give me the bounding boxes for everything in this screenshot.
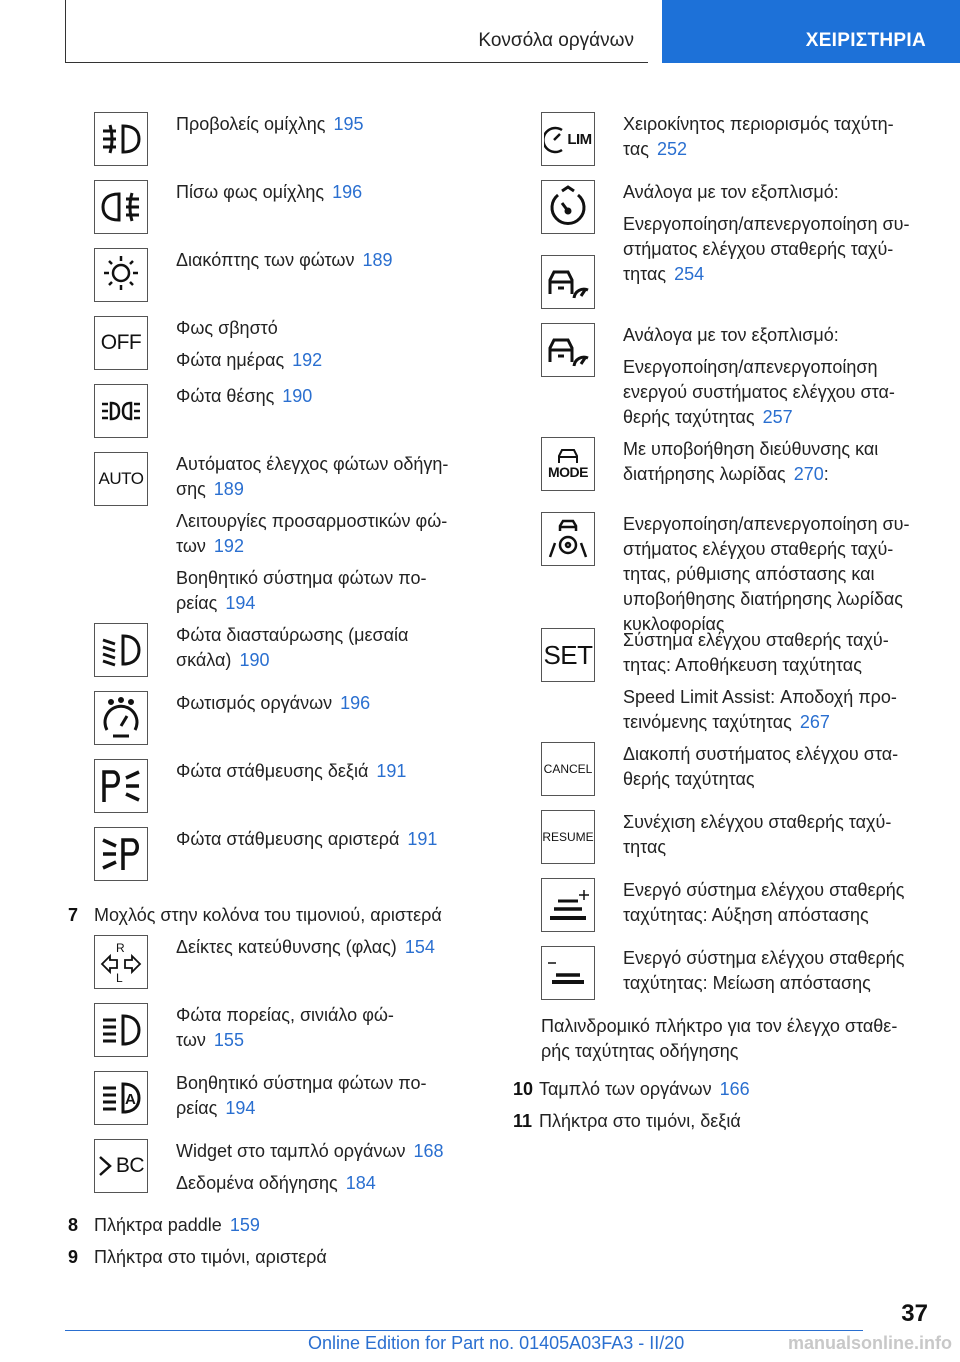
entry-text: Φως σβηστό bbox=[176, 318, 278, 338]
page-link[interactable]: 254 bbox=[674, 264, 705, 284]
auto-icon: AUTO bbox=[94, 452, 148, 506]
entry-text: Speed Limit Assist: Αποδοχή προ- bbox=[623, 687, 897, 707]
item-text: Πλήκτρα στο τιμόνι, δεξιά bbox=[539, 1111, 741, 1131]
entry-text: Ενεργοποίηση/απενεργοποίηση συ- bbox=[623, 214, 910, 234]
entry-text: ταχύτητας: Μείωση απόστασης bbox=[623, 973, 871, 993]
item-text: Πλήκτρα στο τιμόνι, αριστερά bbox=[94, 1247, 327, 1267]
page-link[interactable]: 191 bbox=[407, 829, 438, 849]
page-link[interactable]: 195 bbox=[333, 114, 364, 134]
entry-text: Φωτισμός οργάνων bbox=[176, 693, 333, 713]
page-link[interactable]: 184 bbox=[345, 1173, 376, 1193]
page-link[interactable]: 166 bbox=[719, 1079, 750, 1099]
paragraph-text: Παλινδρομικό πλήκτρο για τον έλεγχο σταθε- bbox=[541, 1016, 898, 1036]
cancel-icon: CANCEL bbox=[541, 742, 595, 796]
page-link[interactable]: 194 bbox=[225, 593, 256, 613]
entry-text: Ενεργό σύστημα ελέγχου σταθερής bbox=[623, 948, 905, 968]
entry-text: τας bbox=[623, 139, 649, 159]
footer-brand[interactable]: manualsonline.info bbox=[787, 1333, 952, 1353]
entry-text: ταχύτητας: Αύξηση απόστασης bbox=[623, 905, 869, 925]
item-text: Πλήκτρα paddle bbox=[94, 1215, 222, 1235]
page-link[interactable]: 192 bbox=[292, 350, 323, 370]
entry-text: Διακόπτης των φώτων bbox=[176, 250, 355, 270]
item-text: Ταμπλό των οργάνων bbox=[539, 1079, 712, 1099]
turn-signal-icon bbox=[94, 935, 148, 989]
entry-text: Δείκτες κατεύθυνσης (φλας) bbox=[176, 937, 397, 957]
page-link[interactable]: 196 bbox=[340, 693, 371, 713]
entry-text: ρείας bbox=[176, 593, 218, 613]
page-link[interactable]: 155 bbox=[213, 1030, 244, 1050]
rear-fog-light-icon bbox=[94, 180, 148, 234]
entry-text: Φώτα στάθμευσης αριστερά bbox=[176, 829, 400, 849]
off-icon: OFF bbox=[94, 316, 148, 370]
entry-text: Πίσω φως ομίχλης bbox=[176, 182, 325, 202]
chapter-title: ΧΕΙΡΙΣΤΗΡΙΑ bbox=[805, 30, 926, 51]
entry-text: Φώτα διασταύρωσης (μεσαία bbox=[176, 625, 409, 645]
page-link[interactable]: 190 bbox=[239, 650, 270, 670]
distance-decrease-icon bbox=[541, 946, 595, 1000]
item-number: 11 bbox=[513, 1111, 533, 1131]
svg-text:A: A bbox=[125, 1091, 136, 1108]
entry-text: Δεδομένα οδήγησης bbox=[176, 1173, 338, 1193]
entry-text: Αυτόματος έλεγχος φώτων οδήγη- bbox=[176, 454, 449, 474]
parking-light-left-icon bbox=[94, 827, 148, 881]
page-link[interactable]: 189 bbox=[362, 250, 393, 270]
entry-text: Προβολείς ομίχλης bbox=[176, 114, 326, 134]
entry-text: Συνέχιση ελέγχου σταθερής ταχύ- bbox=[623, 812, 892, 832]
page-link[interactable]: 194 bbox=[225, 1098, 256, 1118]
entry-text: θερής ταχύτητας bbox=[623, 769, 755, 789]
page-link[interactable]: 252 bbox=[656, 139, 687, 159]
page-number: 37 bbox=[901, 1300, 928, 1327]
entry-text: Ενεργοποίηση/απενεργοποίηση συ- bbox=[623, 514, 910, 534]
entry-text: Λειτουργίες προσαρμοστικών φώ- bbox=[176, 511, 448, 531]
speed-limiter-icon: LIM bbox=[541, 112, 595, 166]
entry-text: Widget στο ταμπλό οργάνων bbox=[176, 1141, 406, 1161]
section-title: Κονσόλα οργάνων bbox=[478, 30, 634, 51]
bc-icon: BC bbox=[94, 1139, 148, 1193]
steering-assistant-icon bbox=[541, 512, 595, 566]
entry-text: τητας: Αποθήκευση ταχύτητας bbox=[623, 655, 862, 675]
entry-text: τεινόμενης ταχύτητας bbox=[623, 712, 792, 732]
page-link[interactable]: 192 bbox=[213, 536, 244, 556]
entry-text: Διακοπή συστήματος ελέγχου στα- bbox=[623, 744, 899, 764]
low-beam-icon bbox=[94, 623, 148, 677]
page-link[interactable]: 168 bbox=[413, 1141, 444, 1161]
distance-increase-icon bbox=[541, 878, 595, 932]
resume-icon: RESUME bbox=[541, 810, 595, 864]
svg-text:R: R bbox=[116, 941, 125, 955]
entry-text: διατήρησης λωρίδας bbox=[623, 464, 786, 484]
item-number: 10 bbox=[513, 1079, 534, 1099]
entry-text: σκάλα) bbox=[176, 650, 232, 670]
page-link[interactable]: 196 bbox=[332, 182, 363, 202]
header-chapter[interactable] bbox=[662, 0, 960, 63]
item-number: 8 bbox=[68, 1215, 79, 1235]
item-text: Μοχλός στην κολόνα του τιμονιού, αριστερά bbox=[94, 905, 442, 925]
page-link[interactable]: 154 bbox=[404, 937, 435, 957]
entry-text: Βοηθητικό σύστημα φώτων πο- bbox=[176, 1073, 427, 1093]
high-beam-icon bbox=[94, 1003, 148, 1057]
front-fog-lights-icon bbox=[94, 112, 148, 166]
entry-text: υποβοήθησης διατήρησης λωρίδας bbox=[623, 589, 903, 609]
entry-text: σης bbox=[176, 479, 206, 499]
mode-icon: MODE bbox=[541, 437, 595, 491]
paragraph-text: ρής ταχύτητας οδήγησης bbox=[541, 1041, 739, 1061]
svg-text:L: L bbox=[116, 971, 123, 984]
page-link[interactable]: 270 bbox=[793, 464, 824, 484]
entry-text: στήματος ελέγχου σταθερής ταχύ- bbox=[623, 239, 894, 259]
page-link[interactable]: 189 bbox=[213, 479, 244, 499]
parking-lights-icon bbox=[94, 384, 148, 438]
active-cruise-control-2-icon bbox=[541, 323, 595, 377]
entry-text: Ανάλογα με τον εξοπλισμό: bbox=[623, 325, 839, 345]
header-section bbox=[65, 0, 648, 63]
entry-text: κυκλοφορίας bbox=[623, 614, 725, 634]
set-icon: SET bbox=[541, 628, 595, 682]
entry-text: τητας, ρύθμισης απόστασης και bbox=[623, 564, 875, 584]
page-link[interactable]: 159 bbox=[229, 1215, 260, 1235]
entry-text: Ενεργοποίηση/απενεργοποίηση bbox=[623, 357, 878, 377]
entry-text: ρείας bbox=[176, 1098, 218, 1118]
entry-text: των bbox=[176, 1030, 206, 1050]
instrument-lighting-icon bbox=[94, 691, 148, 745]
entry-text: Φώτα στάθμευσης δεξιά bbox=[176, 761, 369, 781]
entry-text: των bbox=[176, 536, 206, 556]
page-link[interactable]: 190 bbox=[282, 386, 313, 406]
page-link[interactable]: 191 bbox=[376, 761, 407, 781]
active-cruise-control-icon bbox=[541, 255, 595, 309]
entry-text: Με υποβοήθηση διεύθυνσης και bbox=[623, 439, 879, 459]
entry-text: Φώτα ημέρας bbox=[176, 350, 285, 370]
high-beam-assistant-icon bbox=[94, 1071, 148, 1125]
entry-text: Ανάλογα με τον εξοπλισμό: bbox=[623, 182, 839, 202]
entry-text: Ενεργό σύστημα ελέγχου σταθερής bbox=[623, 880, 905, 900]
entry-text: Φώτα θέσης bbox=[176, 386, 275, 406]
entry-text: θερής ταχύτητας bbox=[623, 407, 755, 427]
entry-text: Σύστημα ελέγχου σταθερής ταχύ- bbox=[623, 630, 889, 650]
light-switch-icon bbox=[94, 248, 148, 302]
page-link[interactable]: 267 bbox=[799, 712, 830, 732]
cruise-control-icon bbox=[541, 180, 595, 234]
footer-edition: Online Edition for Part no. 01405A03FA3 - II/20 bbox=[308, 1333, 685, 1353]
entry-text: στήματος ελέγχου σταθερής ταχύ- bbox=[623, 539, 894, 559]
item-number: 7 bbox=[68, 905, 79, 925]
entry-text: ενεργού συστήματος ελέγχου στα- bbox=[623, 382, 895, 402]
parking-light-right-icon bbox=[94, 759, 148, 813]
entry-text: Χειροκίνητος περιορισμός ταχύτη- bbox=[623, 114, 894, 134]
entry-text: τητας bbox=[623, 264, 667, 284]
entry-text: Βοηθητικό σύστημα φώτων πο- bbox=[176, 568, 427, 588]
item-number: 9 bbox=[68, 1247, 79, 1267]
page-link[interactable]: 257 bbox=[762, 407, 793, 427]
entry-text: τητας bbox=[623, 837, 667, 857]
entry-text: Φώτα πορείας, σινιάλο φώ- bbox=[176, 1005, 394, 1025]
footer-divider bbox=[65, 1330, 863, 1331]
